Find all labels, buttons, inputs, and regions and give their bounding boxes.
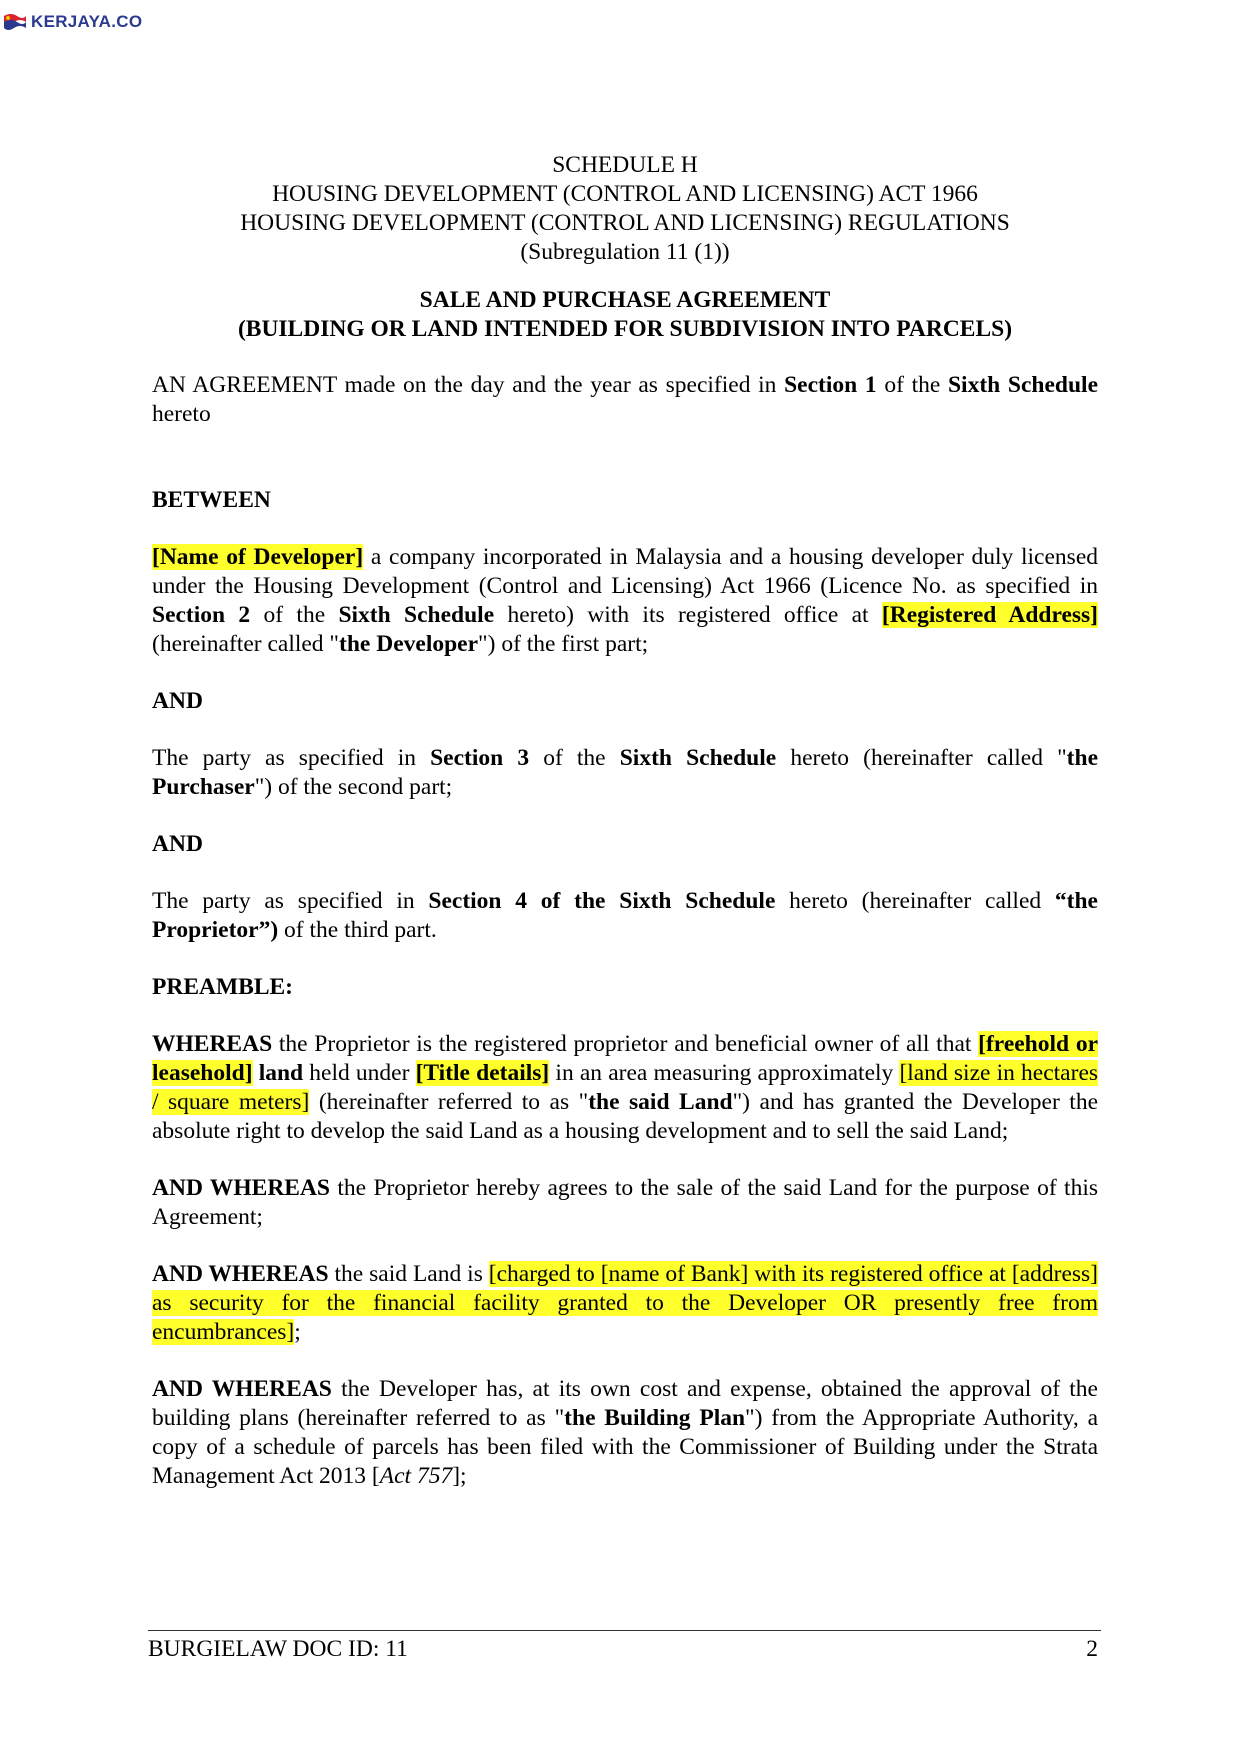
header-line-2: HOUSING DEVELOPMENT (CONTROL AND LICENSING) ACT 1966 [272, 181, 978, 207]
header-line-4: (Subregulation 11 (1)) [520, 239, 730, 265]
purchaser-text-d: Sixth Schedule [619, 745, 777, 771]
schedule-header [152, 151, 1098, 267]
intro-text-c: of the [876, 372, 948, 398]
document-page [152, 151, 1098, 1519]
whereas-paragraph-3 [152, 1260, 1098, 1347]
whereas1-text-k: ") and has granted the Developer the absolute right to develop the said Land as a housing development and to sell the said Land; [152, 1089, 1099, 1144]
purchaser-text-a: The party as specified in [152, 745, 431, 771]
title-line-1: SALE AND PURCHASE AGREEMENT [419, 287, 831, 313]
proprietor-text-e: of the third part. [278, 917, 437, 943]
developer-address-placeholder: [Registered Address] [881, 602, 1099, 628]
whereas4-text-d: ") from the Appropriate Authority, a copy of a schedule of parcels has been filed with the Commissioner of Building under the Strata Management Act 2013 [ [152, 1405, 1099, 1489]
purchaser-text-e: hereto (hereinafter called " [776, 745, 1067, 771]
proprietor-text-b: Section 4 of the Sixth Schedule [428, 888, 776, 914]
and-label-1: AND [152, 688, 203, 714]
purchaser-paragraph [152, 744, 1098, 802]
header-line-1: SCHEDULE H [552, 152, 698, 178]
whereas-paragraph-4 [152, 1375, 1098, 1491]
intro-text-a: AN AGREEMENT made on the day and the year as specified in [152, 372, 785, 398]
whereas2-text-b: the Proprietor hereby agrees to the sale of the said Land for the purpose of this Agreement; [152, 1175, 1098, 1230]
preamble-label: PREAMBLE: [152, 974, 293, 1000]
whereas1-text-e: held under [303, 1060, 416, 1086]
proprietor-text-d: “the Proprietor”) [152, 888, 1098, 943]
developer-text-a: a company incorporated in Malaysia and a housing developer duly licensed under the Housing Development (Control and Licensing) Act 1966 (Licence No. as specified in [152, 544, 1098, 599]
developer-text-d: Sixth Schedule [338, 602, 495, 628]
whereas4-text-b: the Developer has, at its own cost and expense, obtained the approval of the building plans (hereinafter referred to as " [152, 1376, 1098, 1431]
developer-text-g: the Developer [339, 631, 479, 657]
page-footer [148, 1630, 1101, 1664]
whereas1-text-i: (hereinafter referred to as " [309, 1089, 589, 1115]
whereas3-text-d: ; [294, 1319, 301, 1345]
whereas2-text-a: AND WHEREAS [152, 1175, 331, 1201]
intro-text-b: Section 1 [784, 372, 877, 398]
intro-text-e: hereto [152, 401, 211, 427]
developer-text-f: (hereinafter called " [152, 631, 340, 657]
intro-paragraph [152, 371, 1098, 429]
purchaser-text-f: the Purchaser [152, 745, 1098, 800]
title-line-2: (BUILDING OR LAND INTENDED FOR SUBDIVISION INTO PARCELS) [237, 316, 1013, 342]
purchaser-text-g: ") of the second part; [254, 774, 453, 800]
purchaser-text-c: of the [529, 745, 620, 771]
logo-text: KERJAYA.CO [31, 12, 143, 31]
page-number: 2 [1086, 1636, 1098, 1662]
developer-name-placeholder: [Name of Developer] [152, 544, 364, 570]
whereas1-text-j: the said Land [588, 1089, 733, 1115]
whereas4-text-e: Act 757 [379, 1463, 453, 1489]
whereas4-text-a: AND WHEREAS [152, 1376, 332, 1402]
developer-text-c: of the [250, 602, 339, 628]
site-logo[interactable] [3, 12, 142, 32]
developer-text-b: Section 2 [152, 602, 251, 628]
doc-id: BURGIELAW DOC ID: 11 [148, 1636, 408, 1662]
whereas4-text-c: the Building Plan [564, 1405, 746, 1431]
whereas3-text-a: AND WHEREAS [152, 1261, 329, 1287]
whereas-paragraph-2 [152, 1174, 1098, 1232]
whereas-paragraph-1 [152, 1030, 1098, 1146]
agreement-title [152, 286, 1098, 344]
header-line-3: HOUSING DEVELOPMENT (CONTROL AND LICENSING) REGULATIONS [240, 210, 1010, 236]
land-size-placeholder: [land size in hectares / square meters] [152, 1060, 1099, 1115]
whereas1-text-b: the Proprietor is the registered proprietor and beneficial owner of all that [272, 1031, 979, 1057]
charge-placeholder: [charged to [name of Bank] with its registered office at [address] as security for the financial facility granted to the Developer OR presently free from encumbrances] [152, 1261, 1098, 1345]
intro-text-d: Sixth Schedule [947, 372, 1099, 398]
purchaser-text-b: Section 3 [430, 745, 530, 771]
between-label: BETWEEN [152, 487, 271, 513]
flag-icon [3, 12, 27, 32]
whereas4-text-f: ]; [452, 1463, 467, 1489]
proprietor-text-a: The party as specified in [152, 888, 429, 914]
developer-paragraph [152, 543, 1098, 659]
tenure-placeholder: [freehold or leasehold] [152, 1031, 1098, 1086]
title-details-placeholder: [Title details] [415, 1060, 550, 1086]
proprietor-text-c: hereto (hereinafter called [775, 888, 1055, 914]
whereas3-text-b: the said Land is [328, 1261, 489, 1287]
developer-text-e: hereto) with its registered office at [494, 602, 882, 628]
proprietor-paragraph [152, 887, 1098, 945]
whereas1-text-d: land [252, 1060, 304, 1086]
whereas1-text-a: WHEREAS [152, 1031, 273, 1057]
developer-text-h: ") of the first part; [478, 631, 649, 657]
whereas1-text-g: in an area measuring approximately [549, 1060, 900, 1086]
and-label-2: AND [152, 831, 203, 857]
